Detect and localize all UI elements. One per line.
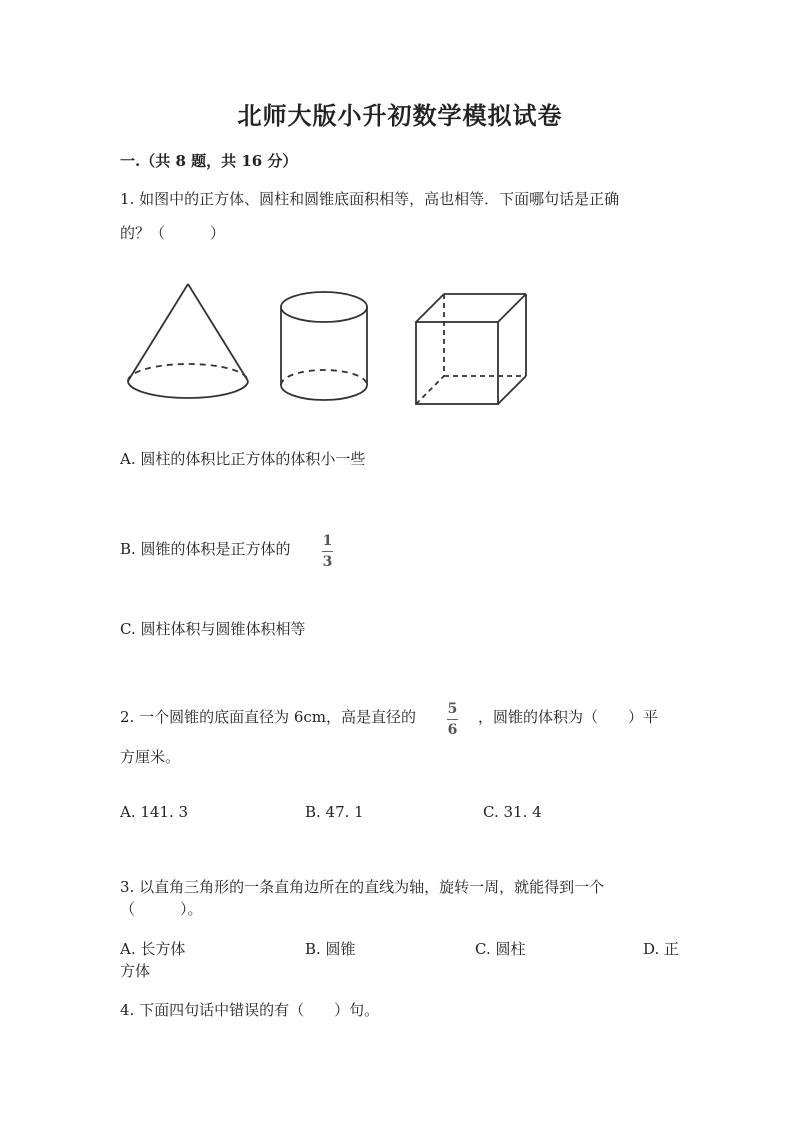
q3-option-d: D. 正 — [643, 940, 680, 958]
fraction-bar — [447, 719, 458, 720]
q3-line2: （ ）。 — [120, 900, 203, 918]
q2-fraction — [447, 702, 458, 737]
cube-figure — [416, 294, 526, 404]
q2-line2: 方厘米。 — [120, 748, 181, 766]
q2-option-b: B. 47. 1 — [305, 803, 364, 821]
q1-option-a: A. 圆柱的体积比正方体的体积小一些 — [120, 450, 366, 468]
fraction-numerator: 1 — [322, 533, 333, 549]
q1-line2: 的？（ ） — [120, 224, 226, 242]
q3-option-b: B. 圆锥 — [305, 940, 356, 958]
cylinder-figure — [281, 292, 367, 400]
page-title: 北师大版小升初数学模拟试卷 — [237, 101, 563, 130]
q1-option-b: B. 圆锥的体积是正方体的 — [120, 540, 291, 558]
q2-option-a: A. 141. 3 — [120, 803, 189, 821]
fraction-bar — [322, 551, 333, 552]
section-heading: 一.（共 8 题，共 16 分） — [120, 152, 298, 170]
q3-option-a: A. 长方体 — [120, 940, 186, 958]
q2-option-c: C. 31. 4 — [483, 803, 542, 821]
q3-option-d-continued: 方体 — [120, 962, 151, 980]
q1-line1: 1. 如图中的正方体、圆柱和圆锥底面积相等，高也相等．下面哪句话是正确 — [120, 190, 620, 208]
q1-figures — [120, 280, 540, 410]
q4-line1: 4. 下面四句话中错误的有（ ）句。 — [120, 1001, 380, 1019]
q1-option-c: C. 圆柱体积与圆锥体积相等 — [120, 620, 306, 638]
cone-figure — [128, 284, 248, 398]
q1-option-b-fraction — [322, 534, 333, 569]
q2-text-after: ，圆锥的体积为（ ）平 — [478, 708, 659, 726]
fraction-numerator: 5 — [447, 701, 458, 717]
q2-text-before: 2. 一个圆锥的底面直径为 6cm，高是直径的 — [120, 708, 417, 726]
fraction-denominator: 3 — [322, 554, 333, 570]
q3-option-c: C. 圆柱 — [475, 940, 526, 958]
fraction-denominator: 6 — [447, 722, 458, 738]
q3-line1: 3. 以直角三角形的一条直角边所在的直线为轴，旋转一周，就能得到一个 — [120, 878, 605, 896]
